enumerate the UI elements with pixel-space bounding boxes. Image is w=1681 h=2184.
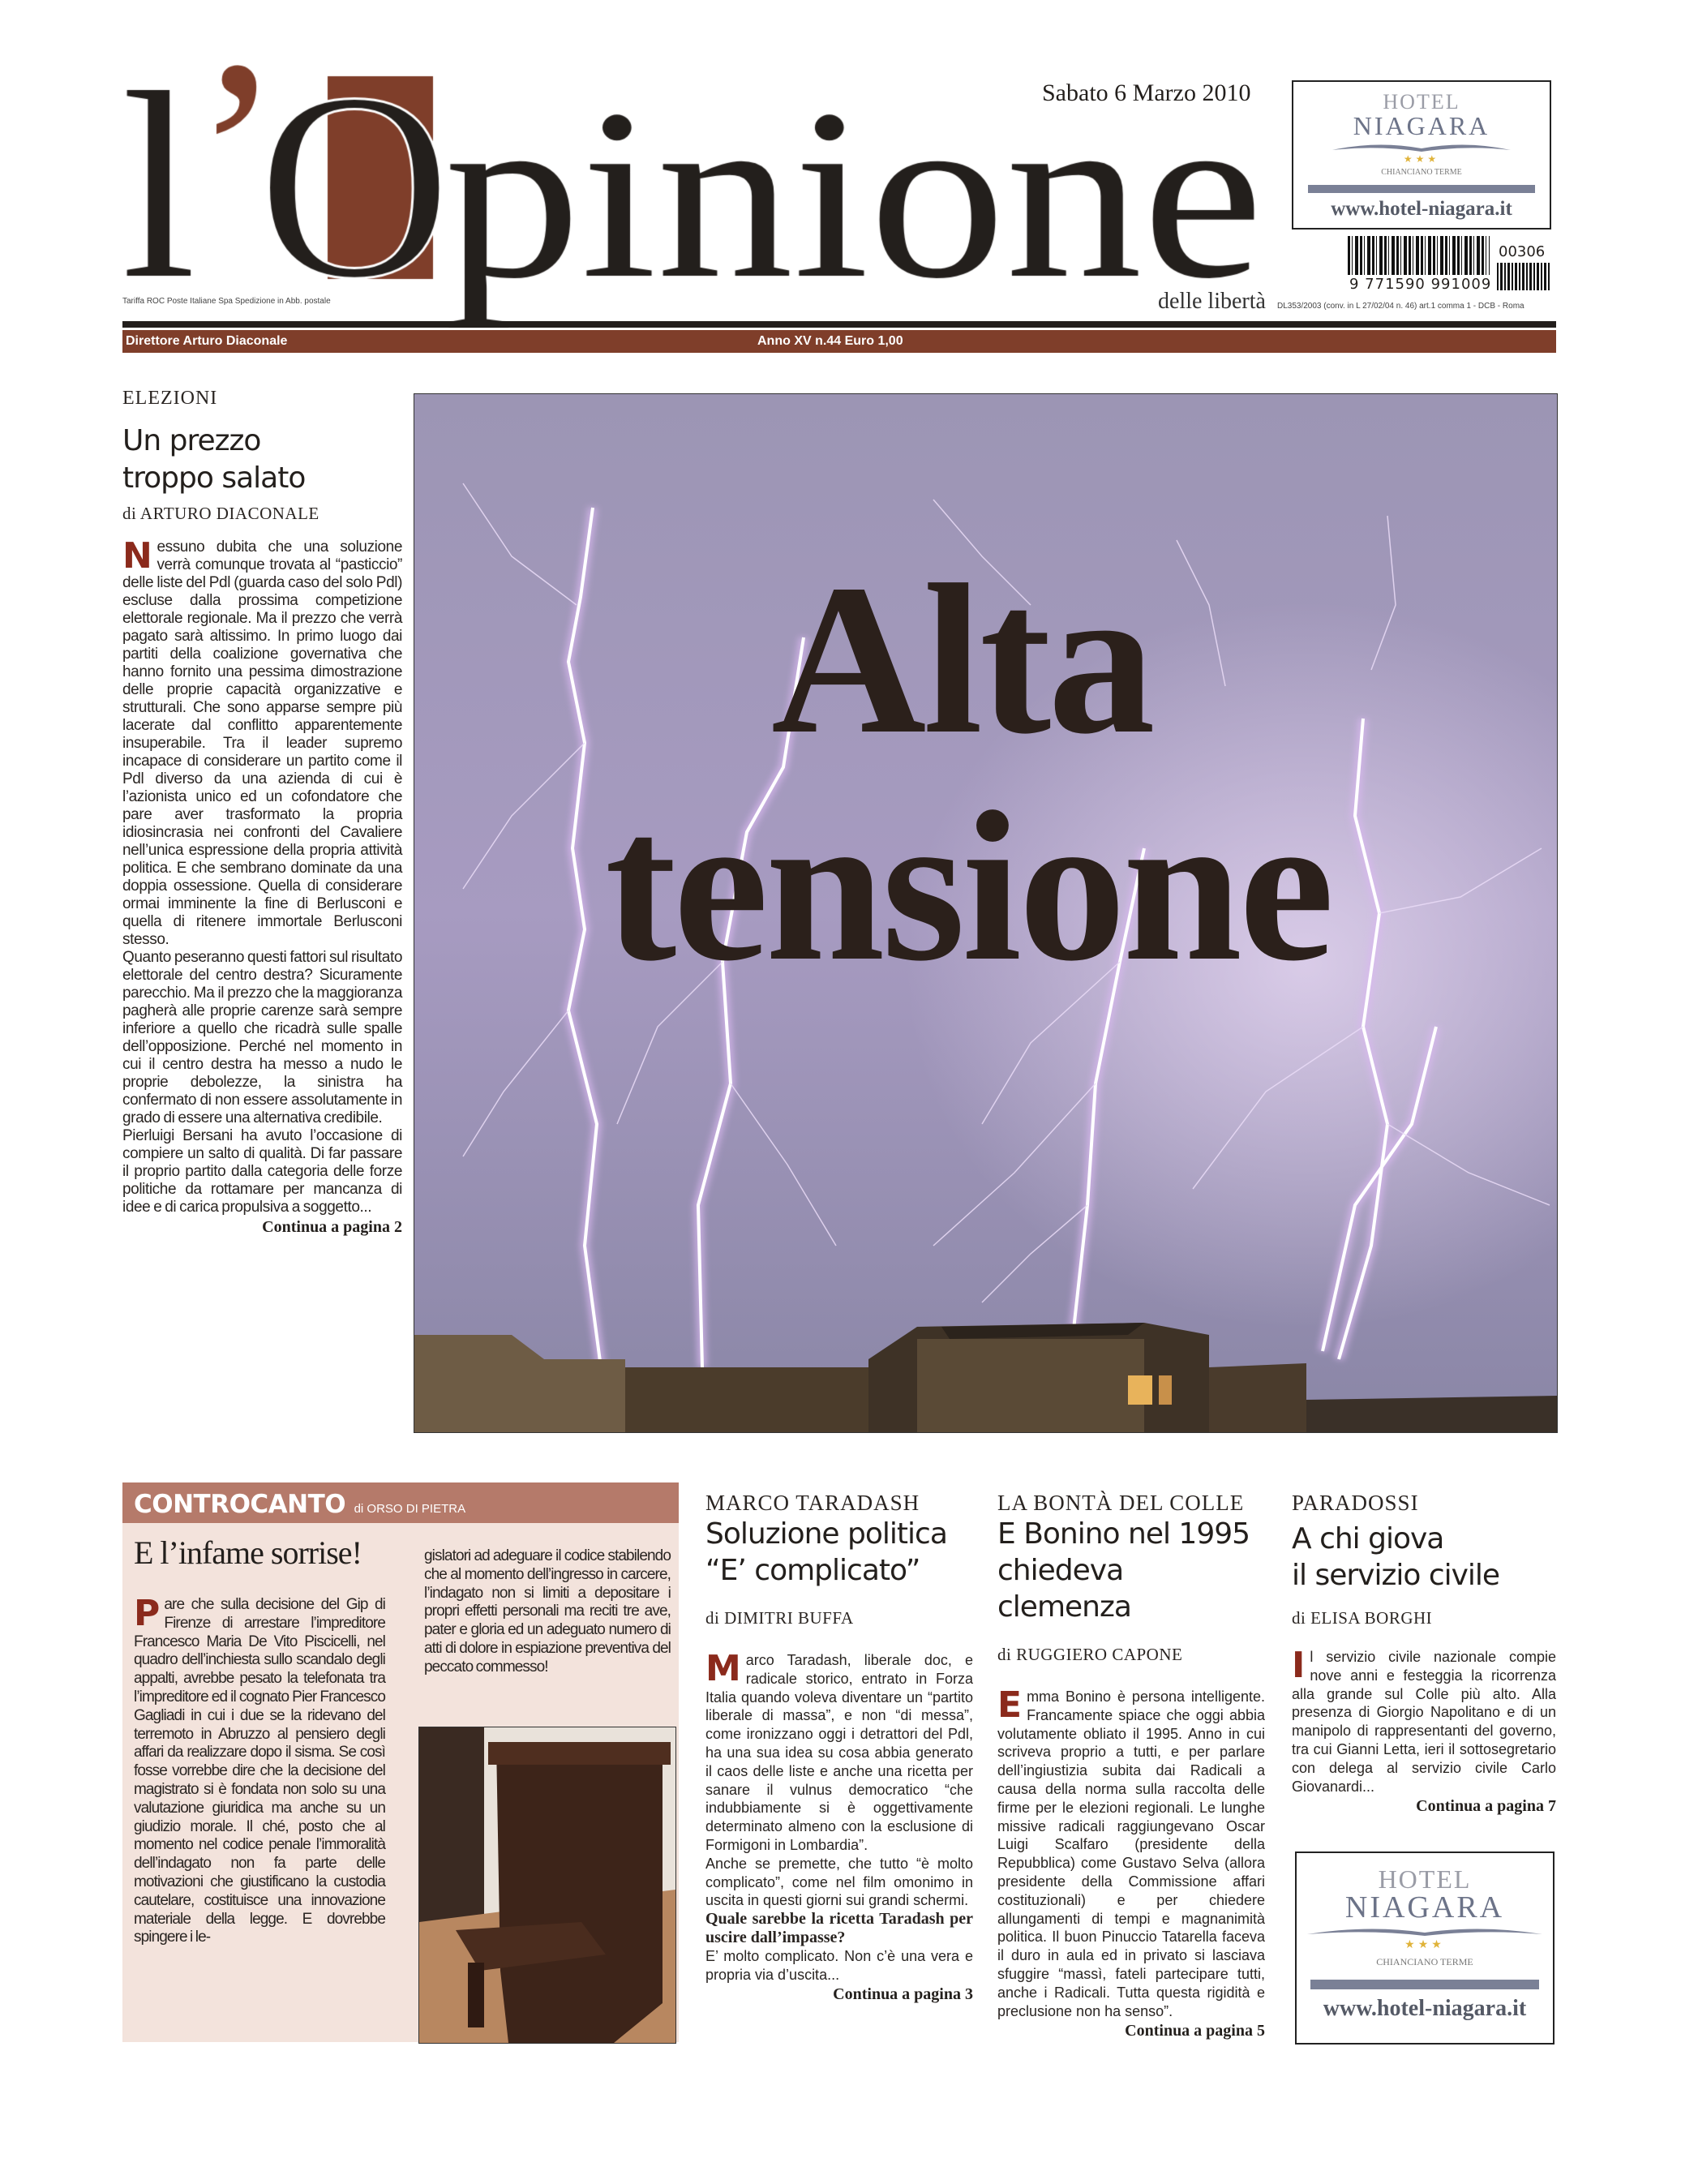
- lead-paragraph: Quanto peseranno questi fattori sul risultato elettorale del centro destra? Sicuramente parecchio. Ma il prezzo che la maggioranza pagherà alle proprie carenze sarà sempre inferiore a quello che ricadrà sulle spalle dell’opposizione. Perché nel momento in cui il centro destra ha messo a nudo le proprie debolezze, la sinistra ha confermato di non essere assolutamente in grado di essere una alternativa credibile.: [122, 949, 402, 1126]
- barcode-number: 9 771590 991009: [1349, 276, 1492, 293]
- ad-wave-logo: [1303, 1923, 1546, 1937]
- article-bonino: [997, 1491, 1265, 2040]
- ad-divider: [1308, 185, 1535, 193]
- article-question: Quale sarebbe la ricetta Taradash per uscire dall’impasse?: [705, 1910, 973, 1946]
- article-paragraph: mma Bonino è persona intelligente. Francamente spiace che oggi abbia volutamente obliato il 1995. Anno in cui scriveva proprio a tutti, e per parlare dell’ingiustizia subita dai Radicali a causa della norma sulla raccolta delle firme per le elezioni regionali. Le lunghe missive radicali raggiungevano Oscar Luigi Scalfaro (presidente della Repubblica) come Gustavo Selva (allora presidente della Commissione affari costituzionali) e per chiedere allungamenti di tempi e magnanimità politica. Il buon Pinuccio Tatarella faceva il duro in aula ed in privato si lasciava sfuggire “massì, fateli partecipare tutti, anche i Radicali. Tutta questa rigidità e preclusione non ha senso”.: [997, 1688, 1265, 2019]
- ad-url[interactable]: www.hotel-niagara.it: [1323, 1996, 1527, 2021]
- ad-hotel-label: HOTEL: [1383, 90, 1460, 114]
- article-paragraph: Anche se premette, che tutto “è molto complicato”, come nel film omonimo in uscita in questi giorni sui grandi schermi.: [705, 1855, 973, 1909]
- article-headline-line-1: Soluzione politica: [705, 1517, 947, 1551]
- lead-continue-link[interactable]: Continua a pagina 2: [262, 1218, 402, 1236]
- article-byline: di DIMITRI BUFFA: [705, 1608, 854, 1628]
- controcanto-author: di ORSO DI PIETRA: [354, 1502, 466, 1516]
- kneeler-photo: [418, 1727, 676, 2044]
- article-continue-link[interactable]: Continua a pagina 5: [1125, 2022, 1265, 2040]
- lead-headline-line-1: Un prezzo: [122, 424, 261, 457]
- article-byline: di ELISA BORGHI: [1292, 1608, 1433, 1628]
- director-name: Direttore Arturo Diaconale: [126, 334, 288, 348]
- cover-title-line-1: Alta: [771, 541, 1152, 779]
- controcanto-box: [122, 1482, 679, 2042]
- legal-note: DL353/2003 (conv. in L 27/02/04 n. 46) art.1 comma 1 - DCB - Roma: [1277, 302, 1524, 311]
- lead-kicker: ELEZIONI: [122, 388, 218, 409]
- article-headline-line-2: chiedeva clemenza: [997, 1554, 1131, 1624]
- lead-paragraph: essuno dubita che una soluzione verrà comunque trovata al “pasticcio” delle liste del Pdl (guarda caso del solo Pdl) escluse dalla prossima competizione elettorale regionale. Ma il prezzo che verrà pagato sarà altissimo. In primo luogo dai partiti della coalizione governativa che hanno fornito una pessima dimostrazione delle proprie capacità organizzative e strutturali. Che sono apparse sempre più lacerate dal conflitto apparentemente insuperabile. Tra il leader supremo incapace di considerare un partito come il Pdl diverso da una azienda di cui è l’azionista unico ed un cofondatore che pare aver trasformato la propria idiosincrasia nei confronti del Cavaliere nell’unica espressione della propria attività politica. E che sembrano dominate da una doppia ossessione. Quella di considerare ormai imminente la fine di Berlusconi e quella di ritenere immortale Berlusconi stesso.: [122, 538, 402, 948]
- ad-stars: ★★★: [1403, 153, 1440, 165]
- ad-divider: [1310, 1980, 1539, 1989]
- ad-location: CHIANCIANO TERME: [1381, 168, 1462, 177]
- article-headline[interactable]: [997, 1516, 1265, 1625]
- controcanto-dropcap: P: [134, 1593, 160, 1634]
- ad-url[interactable]: www.hotel-niagara.it: [1331, 198, 1512, 220]
- postal-note: Tariffa ROC Poste Italiane Spa Spedizione in Abb. postale: [122, 297, 331, 306]
- controcanto-body-col-2: gislatori ad adeguare il codice stabilendo che al momento dell’ingresso in carcere, l’indagato non si limiti a depositare i propri effetti personali ma reciti tre ave, pater e gloria ed un adeguato numero di atti di dolore in espiazione preventiva del peccato commesso!: [424, 1547, 671, 1676]
- controcanto-body-col-1: [134, 1593, 385, 1947]
- hotel-niagara-ad-top[interactable]: [1292, 80, 1551, 230]
- lead-dropcap: N: [122, 535, 152, 577]
- article-paragraph: l servizio civile nazionale compie nove anni e festeggia la ricorrenza alla grande sul Colle più alto. Alla presenza di Giorgio Napolitano e di un manipolo di rappresentanti del governo, tra cui Gianni Letta, ieri il sottosegretario con delega al servizio civile Carlo Giovanardi...: [1292, 1649, 1556, 1795]
- article-continue-link[interactable]: Continua a pagina 3: [833, 1985, 973, 2004]
- article-paragraph: arco Taradash, liberale doc, e radicale storico, entrato in Forza Italia quando voleva diventare un “partito liberale di massa”, e non “di messa”, come ironizzano oggi i detrattori del Pdl, ha una sua idea su cosa abbia generato il caos delle liste e anche una ricetta per sanare il vulnus democratico “che indubbiamente si è oggettivamente determinato almeno con la esclusione di Formigoni in Lombardia”.: [705, 1652, 973, 1853]
- logo-subtitle: delle libertà: [1158, 289, 1266, 314]
- article-body: [705, 1648, 973, 1984]
- article-headline-line-1: E Bonino nel 1995: [997, 1517, 1250, 1551]
- article-continue-link[interactable]: Continua a pagina 7: [1416, 1797, 1556, 1816]
- ad-location: CHIANCIANO TERME: [1376, 1956, 1473, 1967]
- masthead-rule: [122, 321, 1556, 328]
- article-kicker: LA BONTÀ DEL COLLE: [997, 1491, 1245, 1515]
- article-headline-line-2: il servizio civile: [1292, 1559, 1500, 1592]
- article-dropcap: M: [705, 1648, 741, 1689]
- ad-hotel-label: HOTEL: [1378, 1864, 1472, 1894]
- article-paradossi: [1292, 1491, 1556, 1816]
- masthead-info-bar: [122, 330, 1556, 353]
- article-body: [1292, 1645, 1556, 1796]
- article-headline-line-1: A chi giova: [1292, 1522, 1444, 1555]
- article-headline[interactable]: [705, 1516, 973, 1589]
- cover-title-line-2: tensione: [605, 768, 1332, 1006]
- prie-dieu-image: [419, 1727, 675, 2043]
- article-paragraph: E’ molto complicato. Non c’è una vera e propria via d’uscita...: [705, 1947, 973, 1983]
- issue-info: Anno XV n.44 Euro 1,00: [757, 334, 903, 348]
- article-body: [997, 1684, 1265, 2020]
- ad-hotel-name: NIAGARA: [1344, 1890, 1505, 1924]
- issue-date: Sabato 6 Marzo 2010: [1042, 79, 1251, 106]
- barcode-addon: [1497, 263, 1550, 290]
- article-kicker: MARCO TARADASH: [705, 1491, 920, 1515]
- lead-body: [122, 535, 402, 1216]
- controcanto-paragraph: are che sulla decisione del Gip di Firenze di arrestare l’impreditore Francesco Maria De Vito Piscicelli, nel quadro dell’inchiesta sullo scandalo degli appalti, avrebbe pesato la telefonata tra l’impreditore ed il cognato Pier Francesco Gagliadi in cui i due se la ridevano del terremoto in Abruzzo al pensiero degli affari da realizzare dopo il sisma. Se così fosse vorrebbe dire che la decisione del magistrato si è fondata non solo su una valutazione giuridica ma anche su un giudizio morale. Il ché, posto che al momento nel codice penale l’immoralità dell’indagato non fa parte delle motivazioni che giustificano la custodia cautelare, costituisce una innovazione materiale della legge. E dovrebbe spingere i le-: [134, 1596, 385, 1946]
- lead-article: [122, 388, 402, 1237]
- article-dropcap: I: [1292, 1645, 1306, 1686]
- article-byline: di RUGGIERO CAPONE: [997, 1645, 1183, 1664]
- ad-wave-logo: [1328, 139, 1515, 153]
- lead-headline[interactable]: [122, 423, 402, 497]
- controcanto-headline[interactable]: E l’infame sorrise!: [134, 1534, 362, 1571]
- article-taradash: [705, 1491, 973, 2004]
- article-kicker: PARADOSSI: [1292, 1491, 1419, 1515]
- hotel-niagara-ad-bottom[interactable]: [1295, 1851, 1554, 2045]
- cover-photo-lightning: [414, 393, 1558, 1433]
- lead-headline-line-2: troppo salato: [122, 461, 306, 495]
- article-headline-line-2: “E’ complicato”: [705, 1554, 920, 1587]
- lead-paragraph: Pierluigi Bersani ha avuto l’occasione di compiere un salto di qualità. Di far passare il proprio partito dalla categoria delle forze politiche da rottamare per mancanza di idee e di carica propulsiva a soggetto...: [122, 1127, 402, 1216]
- ad-stars: ★★★: [1404, 1937, 1445, 1950]
- article-dropcap: E: [997, 1684, 1023, 1726]
- ad-hotel-name: NIAGARA: [1353, 111, 1490, 140]
- controcanto-label: CONTROCANTO: [134, 1490, 346, 1519]
- article-headline[interactable]: [1292, 1521, 1556, 1594]
- barcode-addon-number: 00306: [1499, 243, 1546, 260]
- barcode: [1348, 236, 1490, 275]
- lead-byline: di ARTURO DIACONALE: [122, 504, 319, 523]
- controcanto-header: [122, 1482, 679, 1523]
